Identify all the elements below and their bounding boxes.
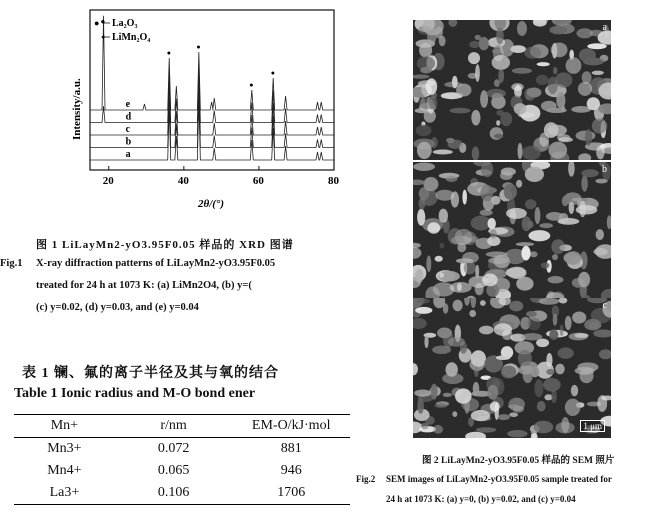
cell-bond-energy: 946 [280, 463, 302, 478]
fig2-caption-number: Fig.2 [356, 474, 376, 484]
cell-bond-energy: 881 [280, 441, 302, 456]
table-row [14, 482, 350, 505]
x-tick-label: 60 [252, 175, 264, 187]
x-tick-label: 80 [328, 175, 339, 187]
fig2-caption-line2: 24 h at 1073 K: (a) y=0, (b) y=0.02, and (c) y=0.04 [386, 494, 576, 504]
curve-label-e: e [125, 99, 131, 110]
fig1-caption-zh: 图 1 LiLayMn2-yO3.95F0.05 样品的 XRD 图谱 [36, 239, 294, 251]
col-header-ion: Mn+ [14, 415, 115, 438]
x-tick-label: 40 [177, 175, 189, 187]
xrd-series-e [90, 16, 334, 110]
fig1-caption-number: Fig.1 [0, 258, 23, 269]
table1-title-en: Table 1 Ionic radius and M-O bond ener [14, 386, 256, 401]
peak-marker: ● [270, 69, 275, 77]
legend-label-la2o3: La₂O₃ [112, 18, 138, 29]
sem-texture [413, 298, 611, 438]
cell-bond-energy: 1706 [232, 482, 350, 505]
fig1-caption-line2: treated for 24 h at 1073 K: (a) LiMn2O4, (b) y=( [36, 280, 252, 291]
table1-title-zh: 表 1 镧、氟的离子半径及其与氧的结合 [22, 366, 279, 381]
peak-marker: ● [166, 49, 171, 57]
sem-texture [413, 20, 611, 160]
cell-radius: 0.106 [115, 482, 233, 505]
col-header-radius: r/nm [115, 415, 233, 438]
x-axis-label: 2θ/(°) [198, 198, 224, 210]
curve-label-b: b [125, 136, 132, 148]
sem-image-c [413, 298, 611, 438]
fig2-caption-line1: SEM images of LiLayMn2-yO3.95F0.05 sample treated for [386, 474, 612, 484]
legend-label-limn2o4: LiMn₂O₄ [112, 32, 151, 43]
table-row [14, 438, 350, 461]
sem-texture [413, 162, 611, 302]
cell-ion: Mn3+ [47, 441, 82, 456]
xrd-figure [0, 0, 360, 230]
cell-ion: Mn4+ [47, 463, 82, 478]
legend-marker-limn2o4: ✦ [100, 33, 107, 42]
table-row [14, 460, 350, 482]
cell-radius: 0.072 [157, 441, 190, 456]
scale-bar: 1 μm [580, 420, 605, 432]
panel-label: a [602, 22, 607, 33]
peak-marker: ● [100, 17, 106, 26]
curve-label-a: a [125, 149, 131, 160]
fig2-caption-zh: 图 2 LiLayMn2-yO3.95F0.05 样品的 SEM 照片 [422, 456, 615, 466]
sem-image-b [413, 162, 611, 302]
cell-radius: 0.065 [157, 463, 190, 478]
peak-marker: ● [196, 43, 201, 51]
panel-label: c [602, 300, 607, 311]
curve-label-d: d [125, 111, 132, 123]
x-ticks [103, 166, 340, 187]
col-header-bond-energy: EM-O/kJ·mol [232, 415, 350, 438]
cell-ion: La3+ [14, 482, 115, 505]
y-axis-label: Intensity/a.u. [71, 78, 83, 140]
sem-image-a [413, 20, 611, 160]
legend-marker-la2o3: ● [94, 18, 100, 28]
curve-label-c: c [125, 124, 131, 135]
table-header-row [14, 415, 350, 438]
fig1-caption-line1: X-ray diffraction patterns of LiLayMn2-yO3.95F0.05 [36, 258, 276, 269]
peak-marker: ● [249, 81, 254, 89]
ionic-radius-table [14, 414, 350, 505]
fig1-caption-line3: (c) y=0.02, (d) y=0.03, and (e) y=0.04 [36, 302, 199, 313]
x-tick-label: 20 [102, 175, 114, 187]
panel-label: b [602, 164, 607, 175]
